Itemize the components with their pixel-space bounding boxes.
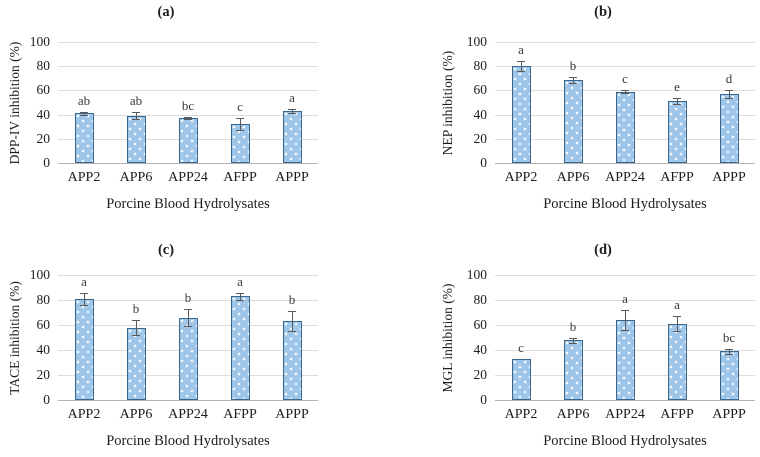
x-tick-label: APP2 <box>67 170 101 185</box>
x-tick-label: APP6 <box>556 170 590 185</box>
bar-app6 <box>127 116 146 163</box>
error-bar-cap-top <box>236 118 244 119</box>
x-axis-title: Porcine Blood Hydrolysates <box>106 433 270 449</box>
significance-letter: b <box>288 292 296 308</box>
bar-app6 <box>127 328 146 401</box>
y-tick-label: 60 <box>36 317 50 332</box>
x-tick-label: APP2 <box>67 407 101 422</box>
error-bar <box>240 118 241 130</box>
y-tick-label: 80 <box>473 58 487 74</box>
y-tick-label: 20 <box>473 130 487 146</box>
plot-area <box>466 267 755 422</box>
significance-letter: ab <box>129 93 143 109</box>
error-bar-cap-bottom <box>184 326 192 327</box>
error-bar-cap-top <box>132 112 140 113</box>
figure-panel-d <box>380 230 760 457</box>
bar-afpp <box>668 101 687 163</box>
x-tick-label: APPP <box>712 170 746 185</box>
error-bar <box>292 311 293 331</box>
bar-app2 <box>75 299 94 400</box>
significance-letter: b <box>132 301 140 316</box>
y-axis-title: TACE inhibition (%) <box>7 280 22 395</box>
plot-area <box>466 34 755 185</box>
y-tick-label: 20 <box>36 367 50 382</box>
error-bar-cap-top <box>725 90 733 91</box>
significance-letter: a <box>674 297 680 313</box>
y-tick-label: 0 <box>43 155 50 170</box>
y-tick-label: 100 <box>29 267 50 282</box>
plot-area <box>29 267 318 422</box>
error-bar-cap-bottom <box>673 331 681 332</box>
error-bar-cap-top <box>569 338 577 339</box>
x-tick-label: AFPP <box>660 407 694 422</box>
x-tick-label: AFPP <box>223 170 257 185</box>
error-bar <box>84 293 85 306</box>
bar-app6 <box>564 340 583 400</box>
error-bar-cap-top <box>569 77 577 78</box>
x-tick-label: APP6 <box>556 407 590 422</box>
error-bar-cap-bottom <box>132 335 140 336</box>
y-tick-label: 60 <box>36 82 50 98</box>
error-bar-cap-bottom <box>80 305 88 306</box>
plot-area <box>29 34 318 185</box>
y-tick-label: 40 <box>36 342 50 357</box>
error-bar-cap-bottom <box>621 330 629 331</box>
x-tick-label: AFPP <box>223 407 257 422</box>
significance-letter: c <box>237 99 243 115</box>
bar-appp <box>283 111 302 163</box>
x-tick-label: AFPP <box>660 170 694 185</box>
y-tick-label: 100 <box>466 267 487 282</box>
y-tick-label: 20 <box>36 130 50 146</box>
gridline-0 <box>495 163 755 164</box>
x-tick-label: APPP <box>712 407 746 422</box>
y-tick-label: 80 <box>36 292 50 307</box>
error-bar-cap-top <box>725 349 733 350</box>
y-tick-label: 40 <box>473 342 487 357</box>
bar-app24 <box>616 320 635 400</box>
error-bar <box>677 316 678 331</box>
y-axis-title: DPP-IV inhibition (%) <box>7 41 22 164</box>
y-tick-label: 20 <box>473 367 487 382</box>
bar-app2 <box>512 66 531 163</box>
x-tick-label: APP24 <box>168 407 208 422</box>
error-bar-cap-top <box>80 112 88 113</box>
significance-letter: bc <box>722 329 736 345</box>
figure-panel-a <box>0 0 380 230</box>
y-tick-label: 40 <box>36 106 50 122</box>
x-tick-label: APP24 <box>168 170 208 185</box>
significance-letter: a <box>289 90 295 106</box>
error-bar <box>188 309 189 327</box>
gridline-0 <box>495 400 755 401</box>
error-bar <box>136 112 137 119</box>
error-bar-cap-top <box>621 90 629 91</box>
error-bar-cap-bottom <box>517 71 525 72</box>
gridline-80 <box>58 66 318 67</box>
error-bar-cap-top <box>184 117 192 118</box>
significance-letter: a <box>622 291 628 306</box>
x-tick-label: APP6 <box>119 407 153 422</box>
error-bar-cap-bottom <box>288 113 296 114</box>
error-bar-cap-top <box>288 311 296 312</box>
error-bar-cap-bottom <box>184 119 192 120</box>
error-bar-cap-bottom <box>236 130 244 131</box>
error-bar-cap-bottom <box>236 300 244 301</box>
bar-app24 <box>616 92 635 163</box>
bar-app24 <box>179 118 198 163</box>
error-bar-cap-bottom <box>288 331 296 332</box>
x-tick-label: APP2 <box>504 170 538 185</box>
y-tick-label: 40 <box>473 106 487 122</box>
bar-app24 <box>179 318 198 401</box>
error-bar <box>521 61 522 71</box>
y-tick-label: 100 <box>29 34 50 49</box>
error-bar-cap-bottom <box>621 93 629 94</box>
gridline-40 <box>58 115 318 116</box>
bar-app2 <box>75 113 94 163</box>
gridline-0 <box>58 400 318 401</box>
panel-label-c: (c) <box>157 242 175 258</box>
significance-letter: b <box>569 57 577 73</box>
x-tick-label: APP2 <box>504 407 538 422</box>
gridline-100 <box>58 42 318 43</box>
error-bar <box>625 310 626 330</box>
significance-letter: d <box>725 70 733 86</box>
figure-panel-c <box>0 230 380 457</box>
figure-panel-b <box>380 0 760 230</box>
y-tick-label: 0 <box>480 155 487 170</box>
error-bar <box>729 90 730 99</box>
gridline-0 <box>58 163 318 164</box>
panel-label-d: (d) <box>594 242 612 258</box>
bar-appp <box>720 94 739 163</box>
significance-letter: b <box>184 289 192 305</box>
y-tick-label: 0 <box>43 392 50 407</box>
x-tick-label: APP24 <box>605 170 645 185</box>
x-tick-label: APP24 <box>605 407 645 422</box>
x-tick-label: APP6 <box>119 170 153 185</box>
significance-letter: bc <box>181 98 195 113</box>
y-tick-label: 60 <box>473 82 487 98</box>
y-tick-label: 80 <box>473 292 487 307</box>
error-bar <box>240 293 241 301</box>
x-tick-label: APPP <box>275 170 309 185</box>
significance-letter: c <box>518 339 524 355</box>
y-tick-label: 60 <box>473 317 487 332</box>
significance-letter: c <box>622 71 628 87</box>
x-axis-title: Porcine Blood Hydrolysates <box>543 433 707 449</box>
error-bar-cap-top <box>517 61 525 62</box>
gridline-80 <box>495 66 755 67</box>
panel-label-b: (b) <box>594 4 612 20</box>
significance-letter: a <box>518 42 524 58</box>
error-bar-cap-bottom <box>80 115 88 116</box>
error-bar-cap-bottom <box>725 98 733 99</box>
error-bar-cap-top <box>132 320 140 321</box>
y-axis-title: NEP inhibition (%) <box>440 50 455 155</box>
y-tick-label: 80 <box>36 58 50 74</box>
bar-afpp <box>668 324 687 400</box>
error-bar-cap-bottom <box>569 83 577 84</box>
y-axis-title: MGL inhibition (%) <box>440 283 455 392</box>
significance-letter: ab <box>77 93 91 109</box>
bar-app2 <box>512 359 531 400</box>
panel-label-a: (a) <box>157 4 175 20</box>
error-bar-cap-top <box>80 293 88 294</box>
x-axis-title: Porcine Blood Hydrolysates <box>543 196 707 212</box>
x-axis-title: Porcine Blood Hydrolysates <box>106 196 270 212</box>
bar-appp <box>720 351 739 400</box>
error-bar-cap-bottom <box>132 119 140 120</box>
gridline-100 <box>495 275 755 276</box>
error-bar-cap-bottom <box>725 354 733 355</box>
error-bar-cap-top <box>673 98 681 99</box>
bar-afpp <box>231 296 250 400</box>
significance-letter: a <box>237 273 243 289</box>
y-tick-label: 0 <box>480 392 487 407</box>
y-tick-label: 100 <box>466 34 487 49</box>
significance-letter: b <box>569 318 577 334</box>
error-bar-cap-top <box>288 109 296 110</box>
bar-appp <box>283 321 302 400</box>
error-bar-cap-bottom <box>569 343 577 344</box>
significance-letter: a <box>81 273 87 289</box>
error-bar-cap-top <box>621 310 629 311</box>
error-bar-cap-top <box>673 316 681 317</box>
bar-app6 <box>564 80 583 164</box>
x-tick-label: APPP <box>275 407 309 422</box>
error-bar <box>136 320 137 335</box>
error-bar-cap-top <box>236 293 244 294</box>
error-bar-cap-top <box>184 309 192 310</box>
significance-letter: e <box>674 79 680 95</box>
error-bar-cap-bottom <box>673 104 681 105</box>
